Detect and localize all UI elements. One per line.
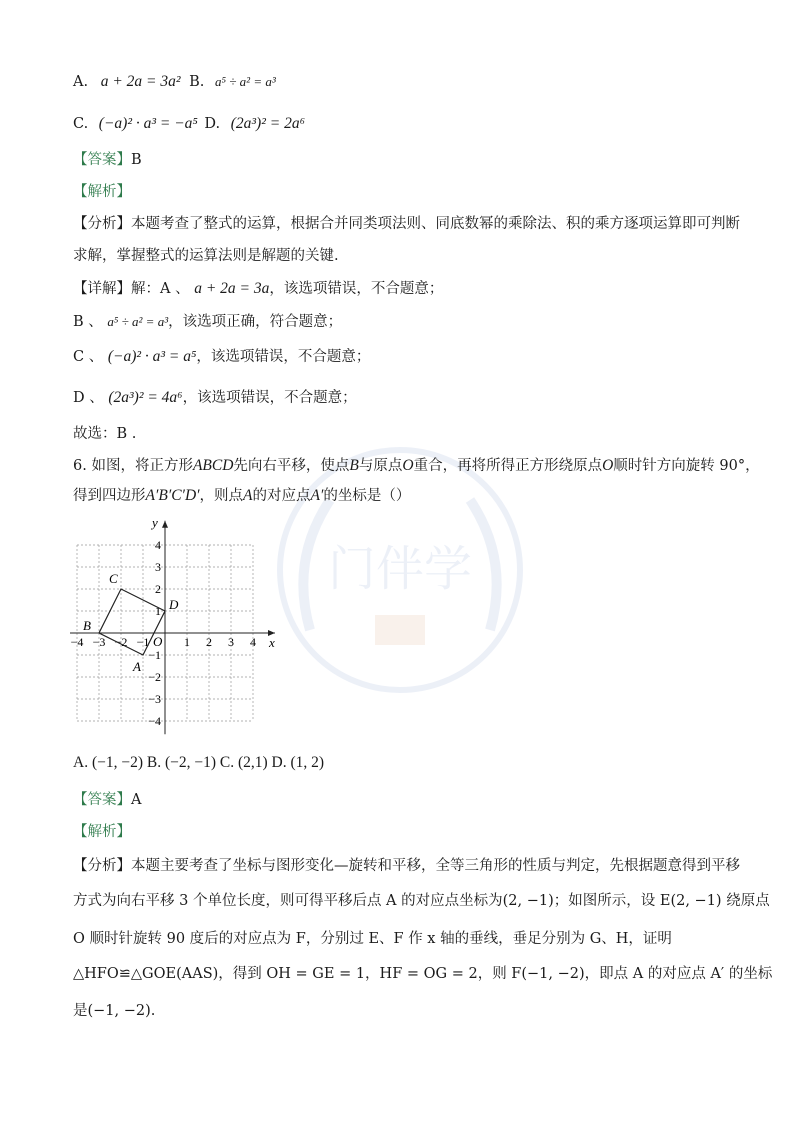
y-tick-label: 2 (155, 582, 161, 596)
q6-fenxi-line4 (73, 964, 772, 984)
watermark-logo (270, 440, 530, 700)
x-tick-label: 1 (184, 635, 190, 649)
x-tick-label: −4 (70, 635, 84, 649)
y-tick-label: 3 (155, 560, 161, 574)
detail-prefix: 解：A 、 (131, 281, 190, 297)
conclusion-text: 故选：B . (73, 426, 137, 442)
stem-text: 6. 如图，将正方形 (73, 458, 193, 474)
stem-text: 顺时针方向旋转 90°， (613, 458, 760, 474)
q5-detail-b (73, 312, 342, 332)
stem-text: ，则点 (199, 488, 244, 504)
option-c-label: C. (73, 116, 89, 132)
detail-prefix: C 、 (73, 349, 104, 365)
y-tick-label: −1 (148, 648, 161, 662)
q6-fenxi-line3 (73, 929, 672, 949)
origin-label: O (153, 634, 163, 649)
y-axis-arrow (162, 521, 168, 528)
analysis-tag: 【解析】 (73, 824, 131, 840)
coordinate-figure (70, 515, 300, 740)
detail-suffix: ，该选项错误，不合题意； (182, 390, 357, 406)
q5-detail-a (73, 279, 443, 299)
x-tick-label: 2 (206, 635, 212, 649)
fenxi-text: 是(−1, −2). (73, 1003, 156, 1019)
q5-conclusion (73, 424, 136, 444)
q6-stem-line1 (73, 456, 760, 476)
stem-text: 的对应点 (252, 488, 311, 504)
stem-math: B (349, 457, 359, 474)
analysis-tag: 【解析】 (73, 184, 131, 200)
fenxi-text: 本题主要考查了坐标与图形变化—旋转和平移，全等三角形的性质与判定，先根据题意得到平移 (131, 858, 740, 874)
detail-expr: a + 2a = 3a (194, 280, 270, 297)
stem-text: 重合，再将所得正方形绕原点 (413, 458, 603, 474)
answer-value: B (131, 152, 142, 168)
stem-math: ABCD (192, 457, 234, 474)
detail-prefix: D 、 (73, 390, 104, 406)
point-label-d: D (169, 597, 179, 612)
y-tick-label: −4 (148, 714, 161, 728)
detail-suffix: ，该选项错误，不合题意； (196, 349, 371, 365)
option-a-label: A. (73, 74, 89, 90)
q5-detail-d (73, 388, 357, 408)
q6-stem-line2 (73, 486, 410, 506)
stem-text: 的坐标是（） (323, 488, 411, 504)
detail-expr: a⁵ ÷ a² = a³ (107, 314, 169, 329)
stem-math: A′ (310, 487, 324, 504)
q6-options-text: A. (−1, −2) B. (−2, −1) C. (2,1) D. (1, 2) (73, 754, 325, 771)
answer-value: A (131, 792, 142, 808)
q5-fenxi-line2 (73, 246, 339, 266)
q6-answer (73, 790, 141, 810)
detail-tag: 【详解】 (73, 281, 131, 297)
fenxi-text: 方式为向右平移 3 个单位长度，则可得平移后点 A 的对应点坐标为(2, −1)；如图所示，设 E(2, −1) 绕原点 (73, 893, 770, 909)
fenxi-text: O 顺时针旋转 90 度后的对应点为 F，分别过 E、F 作 x 轴的垂线，垂足分别为 G、H，证明 (73, 931, 672, 947)
fenxi-text: 本题考查了整式的运算，根据合并同类项法则、同底数幂的乘除法、积的乘方逐项运算即可判断 (131, 216, 740, 232)
fenxi-tag: 【分析】 (73, 216, 131, 232)
q6-fenxi-line1 (73, 856, 740, 876)
fenxi-text: △HFO≌△GOE(AAS)，得到 OH = GE = 1，HF = OG = 2，则 F(−1, −2)，即点 A 的对应点 A′ 的坐标 (73, 966, 773, 982)
q5-answer (73, 150, 142, 170)
x-tick-label: −1 (136, 635, 150, 649)
y-tick-label: 4 (155, 538, 161, 552)
option-c-expr: (−a)² · a³ = −a⁵ (98, 115, 198, 132)
stem-math: O (602, 457, 614, 474)
detail-expr: (−a)² · a³ = a⁵ (107, 348, 197, 365)
x-tick-label: −3 (92, 635, 106, 649)
q6-options (73, 753, 324, 773)
answer-tag: 【答案】 (73, 792, 131, 808)
option-b-label: B. (189, 74, 205, 90)
x-tick-label: 4 (250, 635, 256, 649)
fenxi-text: 求解，掌握整式的运算法则是解题的关键. (73, 248, 339, 264)
point-label-c: C (109, 571, 118, 586)
y-axis-label: y (152, 515, 158, 530)
q5-options-cd (73, 114, 305, 134)
detail-suffix: ，该选项错误，不合题意； (269, 281, 444, 297)
q5-detail-c (73, 347, 370, 367)
answer-tag: 【答案】 (73, 152, 131, 168)
q5-fenxi-line1 (73, 214, 740, 234)
fenxi-tag: 【分析】 (73, 858, 131, 874)
option-d-expr: (2a³)² = 2a⁶ (230, 115, 305, 132)
detail-expr: (2a³)² = 4a⁶ (108, 389, 183, 406)
detail-suffix: ，该选项正确，符合题意； (168, 314, 343, 330)
q6-fenxi-line5 (73, 1001, 155, 1021)
x-axis-label: x (269, 635, 275, 650)
x-tick-label: 3 (228, 635, 234, 649)
stem-math: O (402, 457, 414, 474)
stem-text: 与原点 (358, 458, 403, 474)
q6-analysis-heading (73, 822, 131, 842)
point-label-b: B (83, 618, 91, 633)
option-a-expr: a + 2a = 3a² (100, 73, 181, 90)
y-tick-label: −2 (148, 670, 161, 684)
stem-math: A′B′C′D′ (145, 487, 200, 504)
point-label-a: A (133, 659, 141, 674)
option-b-expr: a⁵ ÷ a² = a³ (215, 74, 276, 89)
stem-text: 先向右平移，使点 (233, 458, 350, 474)
detail-prefix: B 、 (73, 314, 103, 330)
q5-options-ab (73, 72, 276, 92)
option-d-label: D. (204, 116, 221, 132)
stem-math: A (243, 487, 253, 504)
y-tick-label: 1 (155, 604, 161, 618)
x-tick-label: −2 (114, 635, 128, 649)
q5-analysis-heading (73, 182, 131, 202)
y-tick-label: −3 (148, 692, 161, 706)
svg-text:门伴学: 门伴学 (327, 543, 473, 596)
stem-text: 得到四边形 (73, 488, 146, 504)
q6-fenxi-line2 (73, 891, 770, 911)
